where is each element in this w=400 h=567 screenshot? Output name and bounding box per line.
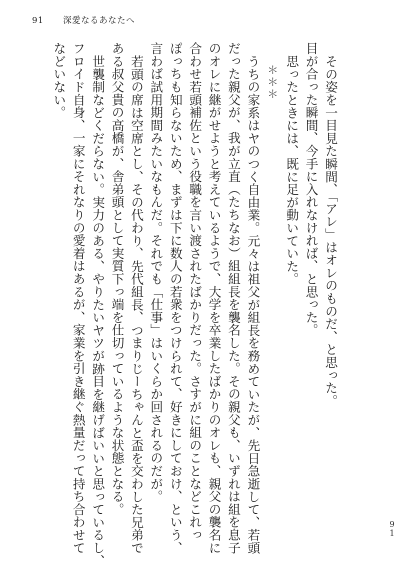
text-line: ある叔父貴の高橋が、舎弟頭として実質下っ端を仕切っているような状態となる。 xyxy=(109,42,125,516)
text-line: 目が合った瞬間、今手に入れなければ、と思った。 xyxy=(303,42,319,337)
body-text xyxy=(49,42,340,567)
text-line: だった親父が、我が立直（たちなお）組組長を襲名した。その親父も、いずれは組を息子 xyxy=(225,42,241,554)
text-line: 世襲制などくだらない。実力のある、やりたいヤツが跡目を継げばいいと思っているし、 xyxy=(90,54,106,567)
side-page-number-digit: 9 xyxy=(389,520,395,529)
text-line: うちの家系はヤのつく自由業。元々は祖父が組長を務めていたが、先日急逝して、若頭 xyxy=(245,54,261,554)
text-line: などいない。 xyxy=(51,42,67,119)
running-head xyxy=(32,14,135,26)
text-line: 合わせ若頭補佐という役職を言い渡されたばかりだった。さすがに組のことなどこれっ xyxy=(187,42,203,542)
text-line: その姿を一目見た瞬間、「アレ」はオレのものだ、と思った。 xyxy=(323,54,338,407)
text-line: フロイド自身、一家にそれなりの愛着はあるが、家業を引き継ぐ熱量だって持ち合わせて xyxy=(70,42,86,554)
text-line: 言わば試用期間みたいなもんだ。それでも「仕事」はいくらか回されるのだが。 xyxy=(148,42,164,503)
scene-separator: ＊＊＊ xyxy=(265,64,279,100)
text-line: のオレに継がせようと考えているようで、大学を卒業したばかりのオレも、親父の襲名に xyxy=(206,42,222,554)
text-line: 若頭の席は空席とし、その代わり、先代組長、つまりじーちゃんと盃を交わした兄弟で xyxy=(128,54,144,554)
side-page-number xyxy=(388,520,396,538)
book-title: 深愛なるあなたへ xyxy=(63,16,136,26)
text-line: ぽっちも知らないため、まずは下に数人の若衆をつけられて、好きにしておけ、という、 xyxy=(167,42,183,554)
page-number: 91 xyxy=(32,16,44,26)
text-line: 思ったときには、既に足が動いていた。 xyxy=(284,54,300,285)
side-page-number-digit: 1 xyxy=(389,529,395,538)
